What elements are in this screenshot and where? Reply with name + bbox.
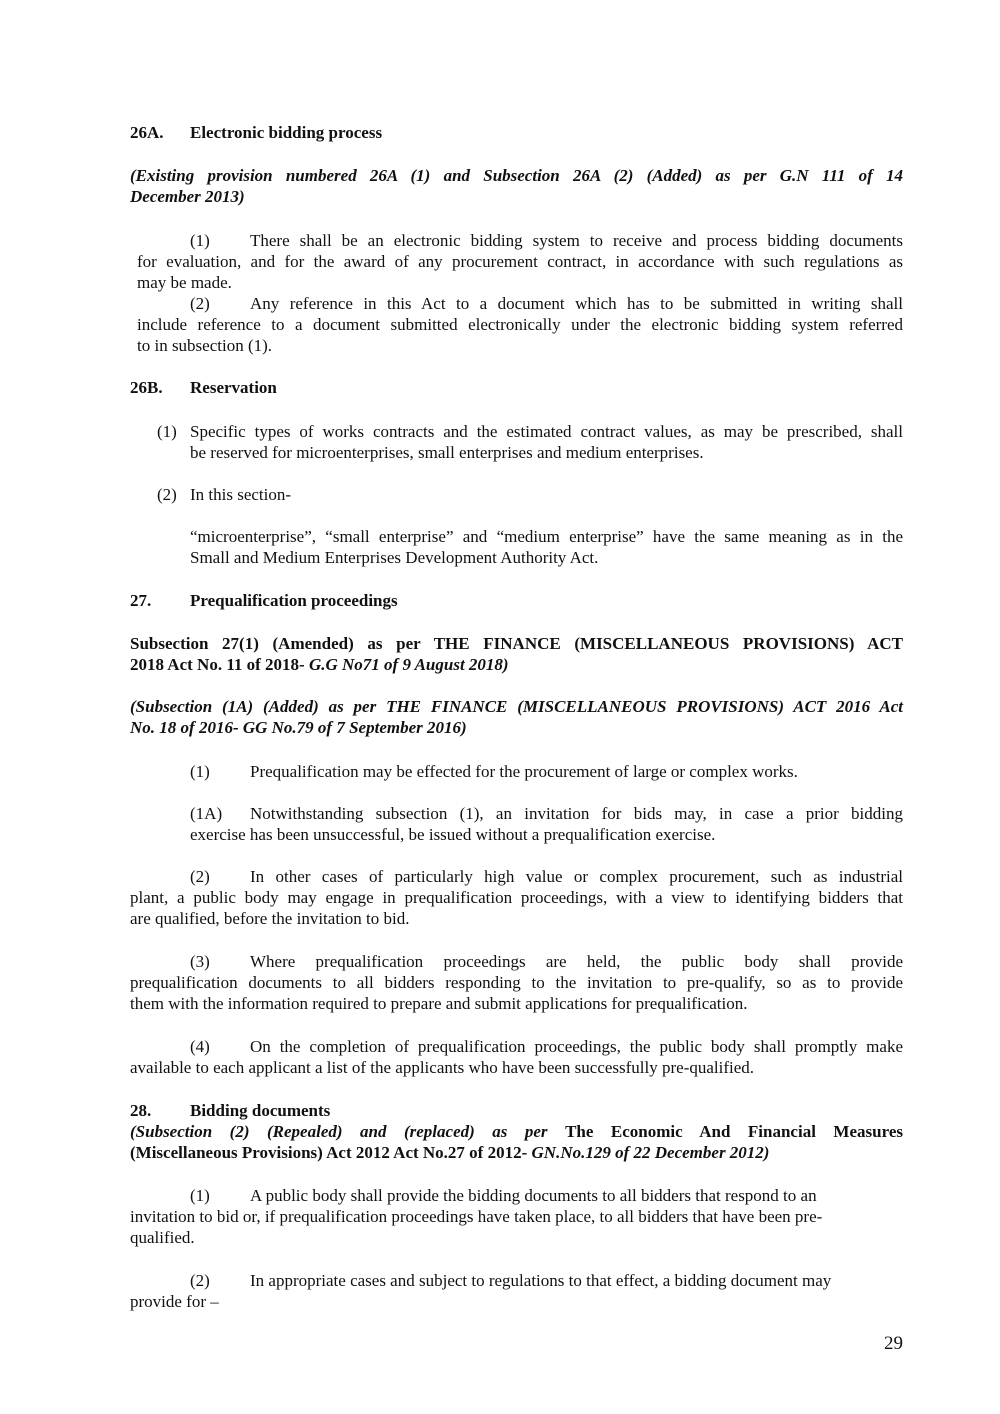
paragraph-text: them with the information required to prepare and submit applications for prequalification. (130, 994, 748, 1013)
amendment-note: Subsection 27(1) (Amended) as per THE FINANCE (MISCELLANEOUS PROVISIONS) ACT (130, 634, 903, 653)
section-title: Reservation (190, 378, 277, 397)
definition-text: Small and Medium Enterprises Development Authority Act. (190, 548, 599, 567)
paragraph-text: for evaluation, and for the award of any procurement contract, in accordance with such regulations as (137, 252, 903, 271)
paragraph-text: On the completion of prequalification proceedings, the public body shall promptly make (250, 1037, 903, 1056)
amendment-note: December 2013) (130, 187, 245, 206)
paragraph-text: to in subsection (1). (137, 336, 273, 355)
paragraph-text: provide for – (130, 1292, 219, 1311)
paragraph-text: In appropriate cases and subject to regulations to that effect, a bidding document may (250, 1271, 832, 1290)
paragraph-text: A public body shall provide the bidding documents to all bidders that respond to an (250, 1186, 817, 1205)
paragraph-text: may be made. (137, 273, 232, 292)
paragraph-number: (2) (157, 485, 177, 504)
section-title: Electronic bidding process (190, 123, 383, 142)
paragraph-text: There shall be an electronic bidding system to receive and process bidding documents (250, 231, 903, 250)
amendment-note: (Subsection (1A) (Added) as per THE FINANCE (MISCELLANEOUS PROVISIONS) ACT 2016 Act (130, 697, 903, 716)
paragraph-text: Where prequalification proceedings are held, the public body shall provide (250, 952, 903, 971)
paragraph-text: are qualified, before the invitation to bid. (130, 909, 410, 928)
paragraph-number: (2) (190, 867, 210, 886)
paragraph-number: (1) (190, 762, 210, 781)
paragraph-text: Specific types of works contracts and the estimated contract values, as may be prescribed, shall (190, 422, 903, 441)
paragraph-number: (2) (190, 1271, 210, 1290)
paragraph-number: (1) (157, 422, 177, 441)
section-number: 28. (130, 1101, 152, 1120)
section-number: 27. (130, 591, 152, 610)
paragraph-text: In other cases of particularly high value or complex procurement, such as industrial (250, 867, 903, 886)
paragraph-text: exercise has been unsuccessful, be issued without a prequalification exercise. (190, 825, 716, 844)
paragraph-text: Any reference in this Act to a document which has to be submitted in writing shall (250, 294, 903, 313)
paragraph-text: invitation to bid or, if prequalification proceedings have taken place, to all bidders that have been pre- (130, 1207, 823, 1226)
paragraph-text: In this section- (190, 485, 292, 504)
definition-text: “microenterprise”, “small enterprise” and “medium enterprise” have the same meaning as in the (190, 527, 903, 546)
section-title: Bidding documents (190, 1101, 331, 1120)
amendment-note: (Existing provision numbered 26A (1) and Subsection 26A (2) (Added) as per G.N 111 of 14 (130, 166, 903, 185)
paragraph-number: (4) (190, 1037, 210, 1056)
paragraph-text: available to each applicant a list of the applicants who have been successfully pre-qualified. (130, 1058, 755, 1077)
paragraph-text: plant, a public body may engage in prequalification proceedings, with a view to identifying bidders that (130, 888, 903, 907)
amendment-note: No. 18 of 2016- GG No.79 of 7 September 2016) (130, 718, 467, 737)
section-number: 26B. (130, 378, 163, 397)
paragraph-number: (2) (190, 294, 210, 313)
paragraph-number: (1) (190, 231, 210, 250)
page-number: 29 (884, 1333, 903, 1354)
paragraph-number: (3) (190, 952, 210, 971)
section-title: Prequalification proceedings (190, 591, 398, 610)
paragraph-text: prequalification documents to all bidders responding to the invitation to pre-qualify, so as to provide (130, 973, 903, 992)
amendment-note: (Subsection (2) (Repealed) and (replaced) as per The Economic And Financial Measures (130, 1122, 903, 1141)
amendment-note: 2018 Act No. 11 of 2018- G.G No71 of 9 August 2018) (130, 655, 509, 674)
paragraph-number: (1) (190, 1186, 210, 1205)
amendment-note: (Miscellaneous Provisions) Act 2012 Act No.27 of 2012- GN.No.129 of 22 December 2012) (130, 1143, 770, 1162)
paragraph-text: Notwithstanding subsection (1), an invitation for bids may, in case a prior bidding (250, 804, 903, 823)
section-number: 26A. (130, 123, 164, 142)
paragraph-number: (1A) (190, 804, 223, 823)
paragraph-text: be reserved for microenterprises, small enterprises and medium enterprises. (190, 443, 704, 462)
paragraph-text: qualified. (130, 1228, 195, 1247)
paragraph-text: include reference to a document submitted electronically under the electronic bidding system referred (137, 315, 903, 334)
paragraph-text: Prequalification may be effected for the procurement of large or complex works. (250, 762, 798, 781)
